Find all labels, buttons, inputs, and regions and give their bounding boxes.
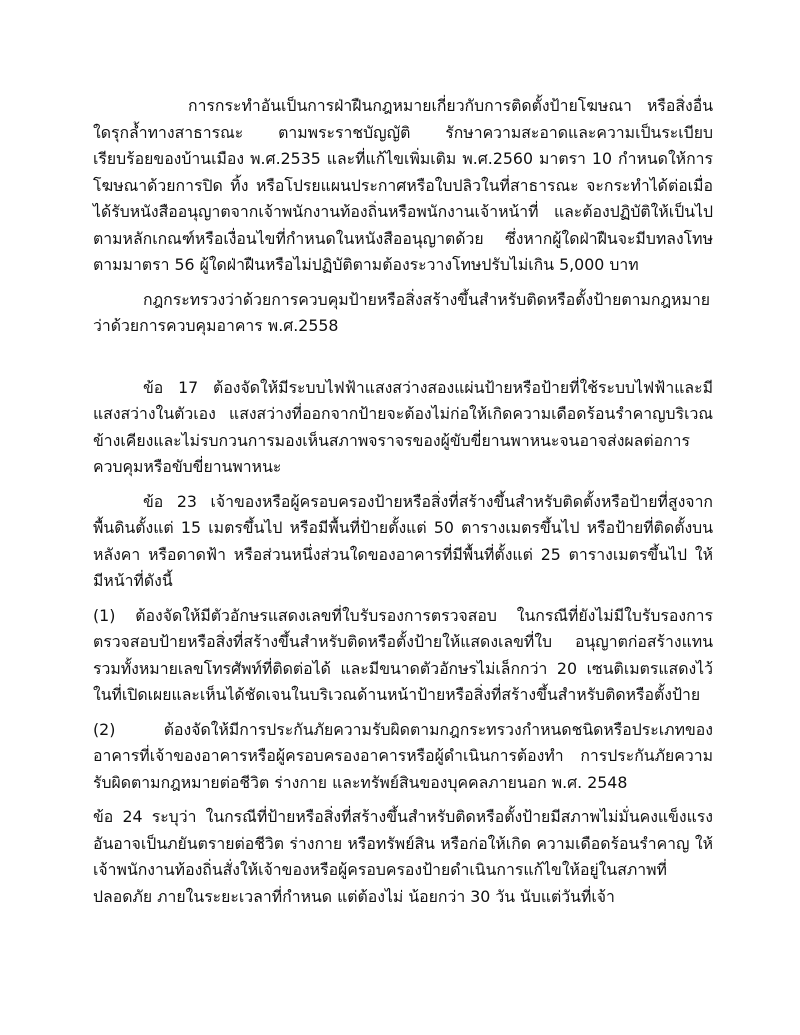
paragraph-clause-17: ข้อ 17 ต้องจัดให้มีระบบไฟฟ้าแสงสว่างสองแผ่นป้ายหรือป้ายที่ใช้ระบบไฟฟ้าและมีแสงสว่างในตัวเอง แสงสว่างที่ออกจากป้ายจะต้องไม่ก่อให้เกิดความเดือดร้อนรำคาญบริเวณข้างเคียงและไม่รบกวนการมองเห็นสภาพจราจรของผู้ขับขี่ยานพาหนะจนอาจส่งผลต่อการควบคุมหรือขับขี่ยานพาหนะ — [93, 377, 713, 476]
paragraph-clause-23: ข้อ 23 เจ้าของหรือผู้ครอบครองป้ายหรือสิ่งที่สร้างขึ้นสำหรับติดตั้งหรือป้ายที่สูงจากพื้นดินตั้งแต่ 15 เมตรขึ้นไป หรือมีพื้นที่ป้ายตั้งแต่ 50 ตารางเมตรขึ้นไป หรือป้ายที่ติดตั้งบนหลังคา หรือดาดฟ้า หรือส่วนหนึ่งส่วนใดของอาคารที่มีพื้นที่ตั้งแต่ 25 ตารางเมตรขึ้นไป ให้มีหน้าที่ดังนี้ — [93, 491, 713, 590]
paragraph-clause-23-item-1: (1) ต้องจัดให้มีตัวอักษรแสดงเลขที่ใบรับรองการตรวจสอบ ในกรณีที่ยังไม่มีใบรับรองการตรวจสอบป้ายหรือสิ่งที่สร้างขึ้นสำหรับติดหรือตั้งป้ายให้แสดงเลขที่ใบ อนุญาตก่อสร้างแทน รวมทั้งหมายเลขโทรศัพท์ที่ติดต่อได้ และมีขนาดตัวอักษรไม่เล็กกว่า 20 เซนติเมตรแสดงไว้ในที่เปิดเผยและเห็นได้ชัดเจนในบริเวณด้านหน้าป้ายหรือสิ่งที่สร้างขึ้นสำหรับติดหรือตั้งป้าย — [93, 605, 713, 704]
paragraph-ministerial-regulation-title: กฎกระทรวงว่าด้วยการควบคุมป้ายหรือสิ่งสร้างขึ้นสำหรับติดหรือตั้งป้ายตามกฎหมายว่าด้วยการควบคุมอาคาร พ.ศ.2558 — [93, 289, 711, 335]
paragraph-intro: การกระทำอันเป็นการฝ่าฝืนกฎหมายเกี่ยวกับการติดตั้งป้ายโฆษณา หรือสิ่งอื่นใดรุกล้ำทางสาธารณะ ตามพระราชบัญญัติ รักษาความสะอาดและความเป็นระเบียบเรียบร้อยของบ้านเมือง พ.ศ.2535 และที่แก้ไขเพิ่มเติม พ.ศ.2560 มาตรา 10 กำหนดให้การโฆษณาด้วยการปิด ทิ้ง หรือโปรยแผนประกาศหรือใบปลิวในที่สาธารณะ จะกระทำได้ต่อเมื่อได้รับหนังสืออนุญาตจากเจ้าพนักงานท้องถิ่นหรือพนักงานเจ้าหน้าที่ และต้องปฏิบัติให้เป็นไป ตามหลักเกณฑ์หรือเงื่อนไขที่กำหนดในหนังสืออนุญาตด้วย ซึ่งหากผู้ใดฝ่าฝืนจะมีบทลงโทษตามมาตรา 56 ผู้ใดฝ่าฝืนหรือไม่ปฏิบัติตามต้องระวางโทษปรับไม่เกิน 5,000 บาท — [93, 96, 713, 274]
paragraph-clause-24: ข้อ 24 ระบุว่า ในกรณีที่ป้ายหรือสิ่งที่สร้างขึ้นสำหรับติดหรือตั้งป้ายมีสภาพไม่มั่นคงแข็งแรงอันอาจเป็นภยันตรายต่อชีวิต ร่างกาย หรือทรัพย์สิน หรือก่อให้เกิด ความเดือดร้อนรำคาญ ให้เจ้าพนักงานท้องถิ่นสั่งให้เจ้าของหรือผู้ครอบครองป้ายดำเนินการแก้ไขให้อยู่ในสภาพที่ปลอดภัย ภายในระยะเวลาที่กำหนด แต่ต้องไม่ น้อยกว่า 30 วัน นับแต่วันที่เจ้า — [93, 807, 713, 906]
paragraph-clause-23-item-2: (2) ต้องจัดให้มีการประกันภัยความรับผิดตามกฎกระทรวงกำหนดชนิดหรือประเภทของอาคารที่เจ้าของอาคารหรือผู้ครอบครองอาคารหรือผู้ดำเนินการต้องทำ การประกันภัยความรับผิดตามกฎหมายต่อชีวิต ร่างกาย และทรัพย์สินของบุคคลภายนอก พ.ศ. 2548 — [93, 719, 713, 792]
document-body — [93, 93, 713, 910]
